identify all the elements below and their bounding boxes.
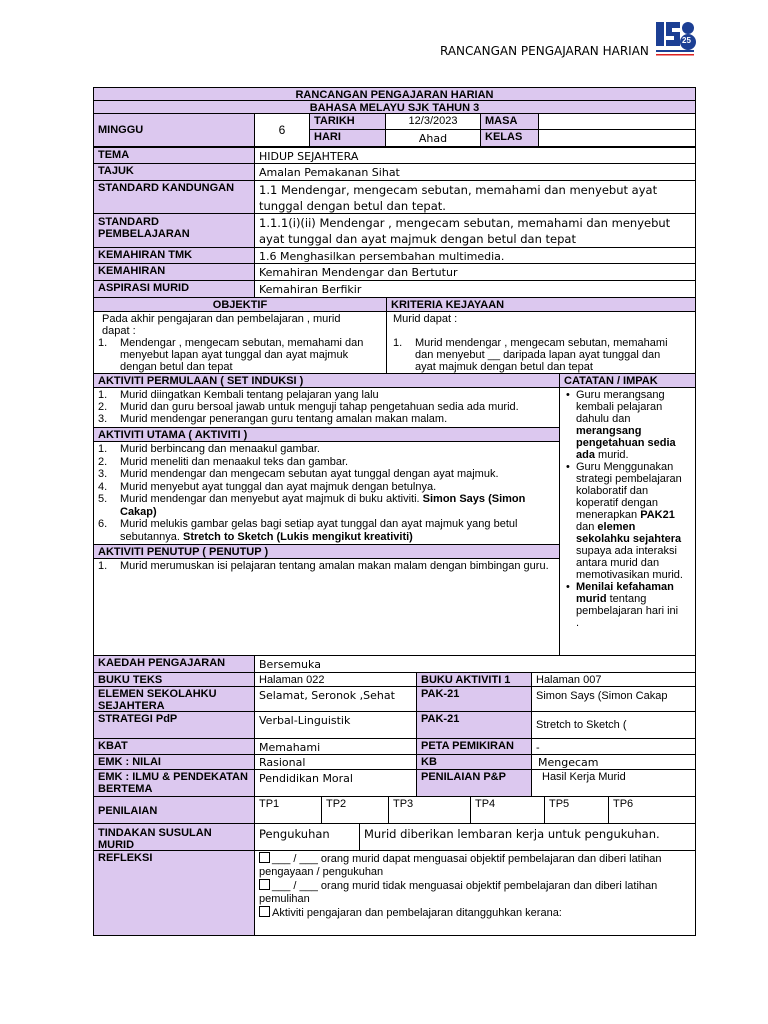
refleksi-item-cont: pemulihan — [259, 893, 310, 905]
value-emk-nilai: Rasional — [254, 754, 417, 770]
value-kelas — [538, 129, 696, 147]
tp-cell: TP3 — [388, 796, 471, 824]
refleksi-item-cont: pengayaan / pengukuhan — [259, 866, 384, 878]
label-tajuk: TAJUK — [93, 163, 255, 181]
label-kaedah: KAEDAH PENGAJARAN — [93, 655, 255, 673]
objektif-intro: Pada akhir pengajaran dan pembelajaran , murid — [102, 313, 341, 325]
value-elemen: Selamat, Seronok ,Sehat — [254, 686, 417, 712]
logo-number: 25 — [682, 36, 691, 45]
permulaan-item: 2. Murid dan guru bersoal jawab untuk menguji tahap pengetahuan sedia ada murid. — [98, 401, 519, 413]
value-standard-kandungan: 1.1 Mendengar, mengecam sebutan, memahami dan menyebut ayat tunggal dengan betul dan tepat. — [254, 180, 696, 214]
label-kb: KB — [416, 754, 532, 770]
value-pak21-1: Simon Says (Simon Cakap — [531, 686, 696, 712]
tp-cell: TP1 — [254, 796, 322, 824]
label-minggu: MINGGU — [93, 113, 255, 147]
kriteria-content — [386, 311, 696, 374]
value-emk-ilmu: Pendidikan Moral — [254, 769, 417, 797]
value-masa — [538, 113, 696, 130]
label-kemahiran-tmk: KEMAHIRAN TMK — [93, 247, 255, 264]
objektif-line-3: dengan betul dan tepat — [120, 361, 233, 373]
value-minggu: 6 — [254, 113, 310, 147]
utama-content — [93, 441, 560, 545]
utama-item: 4. Murid menyebut ayat tunggal dan ayat majmuk dengan betulnya. — [98, 480, 437, 493]
kriteria-line-2: dan menyebut __ daripada lapan ayat tunggal dan — [415, 349, 661, 361]
value-tarikh: 12/3/2023 — [385, 113, 481, 130]
catatan-item: • Guru merangsang kembali pelajaran dahulu dan merangsang pengetahuan sedia ada murid. — [564, 389, 691, 461]
label-aspirasi: ASPIRASI MURID — [93, 280, 255, 298]
tp-cell: TP2 — [321, 796, 389, 824]
objektif-line-1: Mendengar , mengecam sebutan, memahami dan — [120, 337, 364, 349]
value-kaedah: Bersemuka — [254, 655, 696, 673]
label-tindakan-susulan: TINDAKAN SUSULAN MURID — [93, 823, 255, 851]
value-aspirasi: Kemahiran Berfikir — [254, 280, 696, 298]
value-pak21-2: Stretch to Sketch ( — [531, 711, 696, 739]
label-masa: MASA — [480, 113, 539, 130]
label-hari: HARI — [309, 129, 386, 147]
catatan-content — [559, 387, 696, 656]
value-hari: Ahad — [385, 129, 481, 147]
value-tema: HIDUP SEJAHTERA — [254, 147, 696, 164]
checkbox-icon[interactable] — [259, 879, 270, 890]
utama-item: 6. Murid melukis gambar gelas bagi setiap ayat tunggal dan ayat majmuk yang betul sebutannya. Stretch to Sketch (Lukis mengikut kreativiti) — [98, 518, 518, 543]
label-penilaian: PENILAIAN — [93, 796, 255, 824]
value-standard-pembelajaran: 1.1.1(i)(ii) Mendengar , mengecam sebutan, memahami dan menyebut ayat tunggal dan ayat majmuk dengan betul dan tepat — [254, 213, 696, 248]
value-peta-pemikiran: - — [531, 738, 696, 755]
catatan-item: • Guru Menggunakan strategi pembelajaran kolaboratif dan koperatif dengan menerapkan PAK21 dan elemen sekolahku sejahtera supaya ada interaksi antara murid dan memotivasikan murid. — [564, 461, 691, 581]
label-aktiviti-penutup: AKTIVITI PENUTUP ( PENUTUP ) — [93, 544, 560, 559]
label-kriteria: KRITERIA KEJAYAAN — [386, 297, 696, 312]
refleksi-content — [254, 850, 696, 936]
label-pak21-1: PAK-21 — [416, 686, 532, 712]
utama-item: 1. Murid berbincang dan menaakul gambar. — [98, 443, 320, 455]
label-tema: TEMA — [93, 147, 255, 164]
ministry-logo-icon — [652, 16, 698, 60]
tp-cell: TP5 — [544, 796, 609, 824]
utama-item: 2. Murid meneliti dan menaakul teks dan gambar. — [98, 455, 349, 468]
kriteria-intro: Murid dapat : — [393, 313, 458, 325]
label-strategi: STRATEGI PdP — [93, 711, 255, 739]
refleksi-item: Aktiviti pengajaran dan pembelajaran ditangguhkan kerana: — [259, 906, 691, 920]
doc-subtitle: BAHASA MELAYU SJK TAHUN 3 — [93, 100, 696, 114]
objektif-content — [93, 311, 387, 374]
objektif-intro-2: dapat : — [102, 325, 136, 337]
label-aktiviti-permulaan: AKTIVITI PERMULAAN ( SET INDUKSI ) — [93, 373, 560, 388]
penutup-content — [93, 558, 560, 656]
value-kemahiran: Kemahiran Mendengar dan Bertutur — [254, 263, 696, 281]
label-refleksi: REFLEKSI — [93, 850, 255, 936]
kriteria-item-number: 1. — [393, 337, 403, 349]
checkbox-icon[interactable] — [259, 906, 270, 917]
label-kemahiran: KEMAHIRAN — [93, 263, 255, 281]
doc-title: RANCANGAN PENGAJARAN HARIAN — [93, 87, 696, 101]
label-kelas: KELAS — [480, 129, 539, 147]
permulaan-item: 3. Murid mendengar penerangan guru tentang amalan makan malam. — [98, 413, 448, 425]
permulaan-content — [93, 387, 560, 428]
label-standard-kandungan: STANDARD KANDUNGAN — [93, 180, 255, 214]
permulaan-item: 1. Murid diingatkan Kembali tentang pelajaran yang lalu — [98, 389, 379, 401]
tp-cell: TP6 — [608, 796, 696, 824]
label-aktiviti-utama: AKTIVITI UTAMA ( AKTIVITI ) — [93, 427, 560, 442]
label-standard-pembelajaran: STANDARD PEMBELAJARAN — [93, 213, 255, 248]
value-kbat: Memahami — [254, 738, 417, 755]
label-penilaian-pp: PENILAIAN P&P — [416, 769, 532, 797]
utama-item: 5. Murid mendengar dan menyebut ayat majmuk di buku aktiviti. Simon Says (Simon Cakap) — [98, 493, 526, 518]
value-tindakan-desc: Murid diberikan lembaran kerja untuk pengukuhan. — [359, 823, 696, 851]
value-buku-aktiviti: Halaman 007 — [531, 672, 696, 687]
penutup-item: 1. Murid merumuskan isi pelajaran tentang amalan makan malam dengan bimbingan guru. — [98, 560, 549, 572]
value-penilaian-pp: Hasil Kerja Murid — [531, 769, 696, 797]
label-peta-pemikiran: PETA PEMIKIRAN — [416, 738, 532, 755]
refleksi-item: ___ / ___ orang murid dapat menguasai objektif pembelajaran dan diberi latihan — [259, 852, 691, 866]
label-tarikh: TARIKH — [309, 113, 386, 130]
label-kbat: KBAT — [93, 738, 255, 755]
label-pak21-2: PAK-21 — [416, 711, 532, 739]
objektif-line-2: menyebut lapan ayat tunggal dan ayat majmuk — [120, 349, 349, 361]
kriteria-line-1: Murid mendengar , mengecam sebutan, memahami — [415, 337, 668, 349]
label-catatan: CATATAN / IMPAK — [559, 373, 696, 388]
value-buku-teks: Halaman 022 — [254, 672, 417, 687]
value-tajuk: Amalan Pemakanan Sihat — [254, 163, 696, 181]
value-tindakan-jenis: Pengukuhan — [254, 823, 360, 851]
value-kb: Mengecam — [531, 754, 696, 770]
utama-item: 3. Murid mendengar dan mengecam sebutan ayat tunggal dengan ayat majmuk. — [98, 468, 499, 480]
page-header-title: RANCANGAN PENGAJARAN HARIAN — [440, 44, 649, 58]
value-kemahiran-tmk: 1.6 Menghasilkan persembahan multimedia. — [254, 247, 696, 264]
tp-cell: TP4 — [470, 796, 545, 824]
label-emk-nilai: EMK : NILAI — [93, 754, 255, 770]
value-strategi: Verbal-Linguistik — [254, 711, 417, 739]
label-buku-aktiviti: BUKU AKTIVITI 1 — [416, 672, 532, 687]
kriteria-line-3: ayat majmuk dengan betul dan tepat — [415, 361, 593, 373]
checkbox-icon[interactable] — [259, 852, 270, 863]
label-objektif: OBJEKTIF — [93, 297, 387, 312]
label-emk-ilmu: EMK : ILMU & PENDEKATAN BERTEMA — [93, 769, 255, 797]
label-elemen: ELEMEN SEKOLAHKU SEJAHTERA — [93, 686, 255, 712]
objektif-item-number: 1. — [98, 337, 108, 349]
refleksi-item: ___ / ___ orang murid tidak menguasai objektif pembelajaran dan diberi latihan — [259, 879, 691, 893]
catatan-item: • Menilai kefahaman murid tentang pembelajaran hari ini . — [564, 581, 691, 629]
label-buku-teks: BUKU TEKS — [93, 672, 255, 687]
